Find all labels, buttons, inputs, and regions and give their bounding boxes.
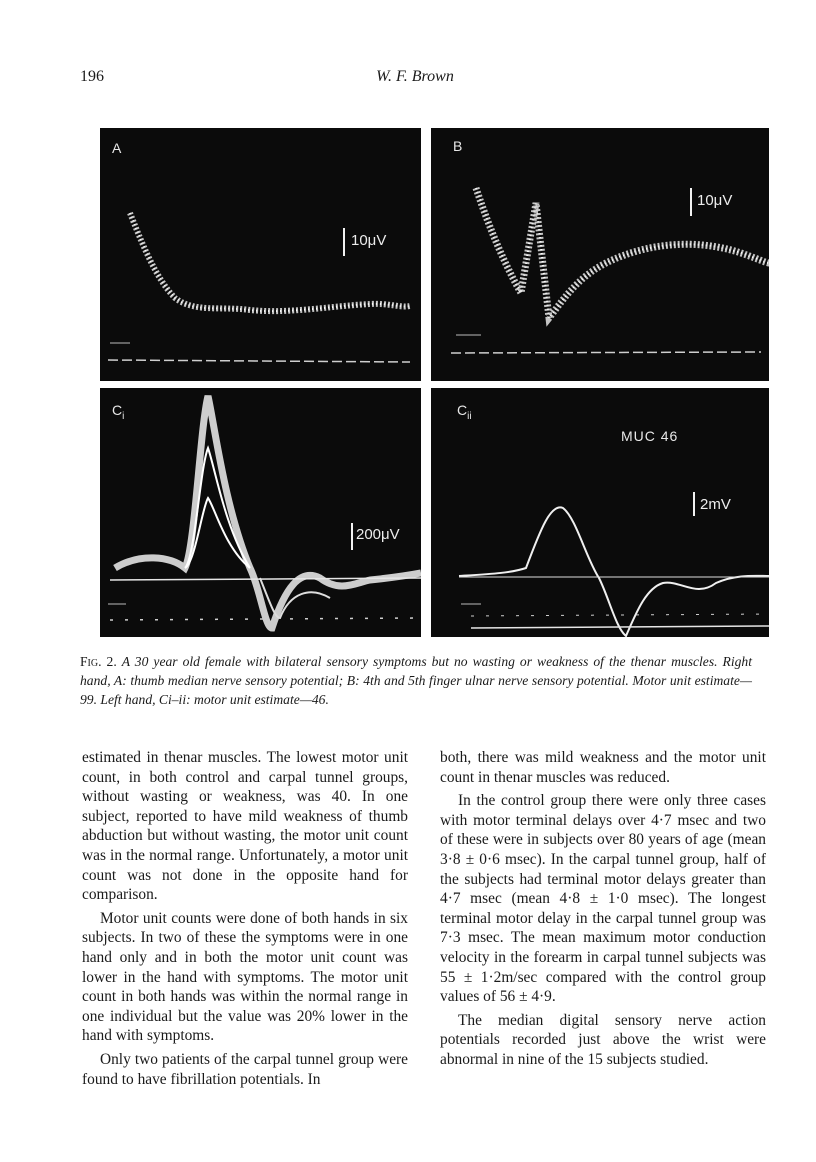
- figure-panel-a: [100, 128, 421, 381]
- caption-text: A 30 year old female with bilateral sensory symptoms but no wasting or weakness of the thenar muscles. Right hand, A: thumb median nerve sensory potential; B: 4th and 5th finger ulnar nerve sensory potential. Motor unit estimate—99. Left hand, Ci–ii: motor unit estimate—46.: [80, 654, 752, 707]
- figure-caption: [80, 652, 752, 709]
- left-column: [82, 748, 408, 1089]
- scale-label-ci: 200μV: [356, 526, 400, 543]
- scale-label-a: 10μV: [351, 232, 387, 249]
- muc-annotation: MUC 46: [621, 428, 679, 444]
- running-head: W. F. Brown: [376, 68, 454, 85]
- trace-a: [100, 128, 421, 381]
- panel-label-b: B: [453, 138, 463, 154]
- paragraph: The median digital sensory nerve action potentials recorded just above the wrist were abnormal in nine of the 15 subjects studied.: [440, 1011, 766, 1068]
- panel-label-cii: $C_{ii}$: [457, 402, 472, 422]
- caption-label: Fig. 2.: [80, 654, 117, 669]
- figure-panel-cii: [431, 388, 769, 637]
- figure-panel-ci: [100, 388, 421, 637]
- panel-label-ci: $C_i$: [112, 402, 125, 422]
- page-number: 196: [80, 68, 104, 85]
- scale-label-b: 10μV: [697, 192, 733, 209]
- trace-ci: [100, 388, 421, 637]
- paragraph: In the control group there were only three cases with motor terminal delays over 4·7 msec and two of these were in subjects over 80 years of age (mean 3·8 ± 0·6 msec). In the carpal tunnel group, half of the subjects had terminal motor delays greater than 4·7 msec (mean 4·8 ± 1·0 msec). The longest terminal motor delay in the carpal tunnel group was 7·3 msec. The mean maximum motor conduction velocity in the forearm in carpal tunnel subjects was 55 ± 1·2m/sec compared with the control group values of 56 ± 4·9.: [440, 792, 766, 1006]
- paragraph: both, there was mild weakness and the motor unit count in thenar muscles was reduced.: [440, 749, 766, 786]
- paragraph: estimated in thenar muscles. The lowest motor unit count, in both control and carpal tunnel groups, without wasting or weakness, was 40. In one subject, reported to have mild weakness of thumb abduction but without wasting, the motor unit count was in the normal range. Unfortunately, a motor unit count was not done in the opposite hand for comparison.: [82, 749, 408, 904]
- panel-label-a: A: [112, 140, 122, 156]
- page-header: [80, 68, 750, 92]
- right-column: [440, 748, 766, 1070]
- scale-label-cii: 2mV: [700, 496, 731, 513]
- trace-b: [431, 128, 769, 381]
- paragraph: Only two patients of the carpal tunnel group were found to have fibrillation potentials. In: [82, 1050, 408, 1088]
- paragraph: Motor unit counts were done of both hands in six subjects. In two of these the symptoms were in one hand only and in both the motor unit count was lower in the hand with symptoms. The motor unit count in both hands was within the normal range in one individual but the value was 20% lower in the hand with symptoms.: [82, 909, 408, 1045]
- figure-panel-b: [431, 128, 769, 381]
